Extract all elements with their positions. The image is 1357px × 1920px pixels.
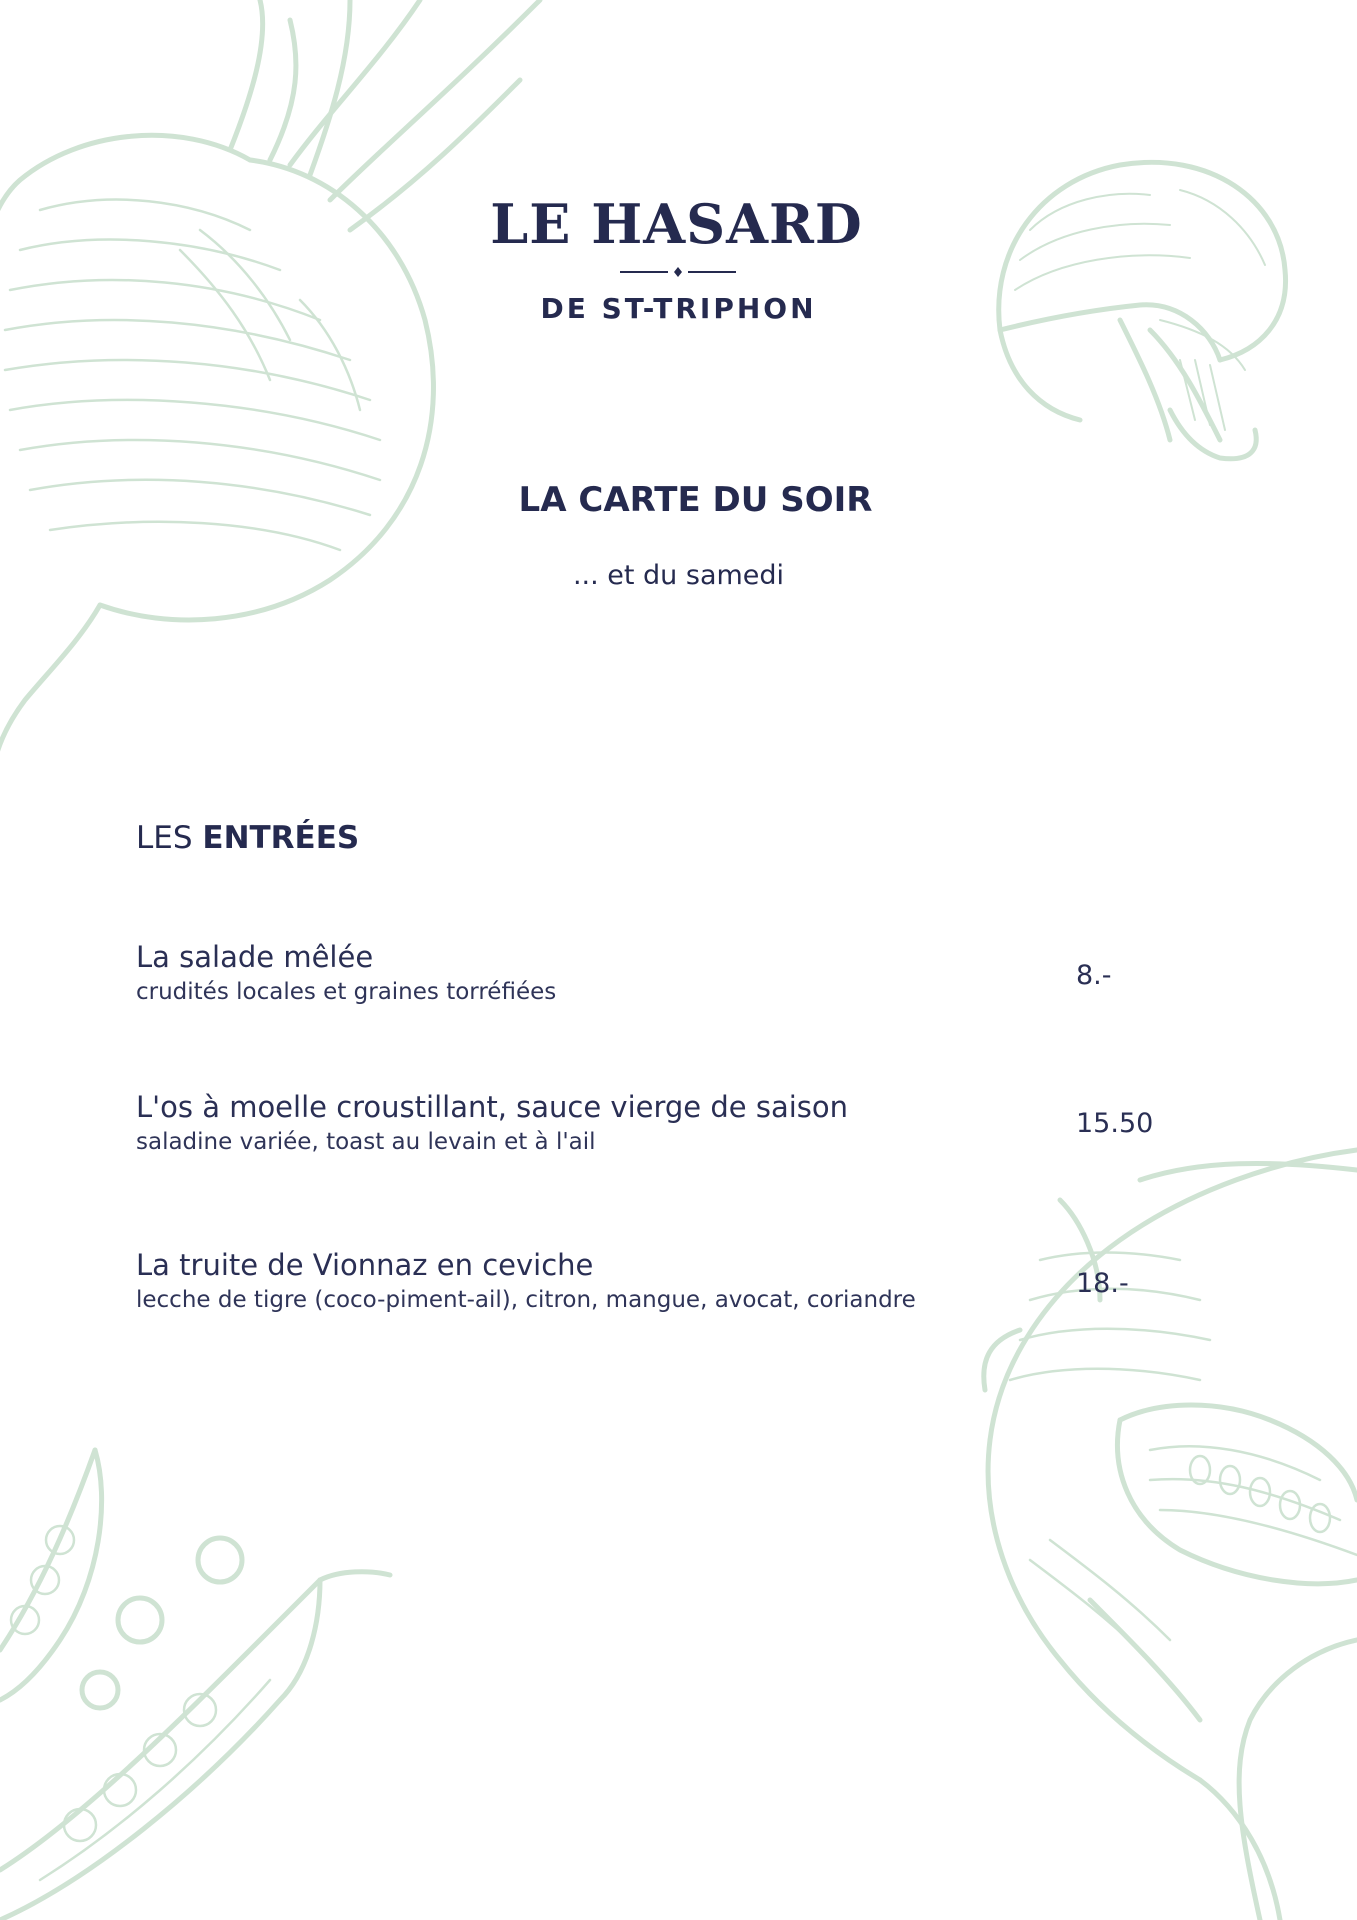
dish-name: L'os à moelle croustillant, sauce vierge de saison xyxy=(136,1090,849,1124)
pea-pod-illustration xyxy=(0,1450,390,1920)
section-title-prefix: LES xyxy=(136,820,193,856)
menu-subtitle: ... et du samedi xyxy=(572,560,785,591)
logo-divider xyxy=(618,266,738,278)
dish-price: 15.50 xyxy=(1076,1108,1154,1139)
menu-item xyxy=(136,1088,1216,1158)
dish-price: 18.- xyxy=(1076,1268,1129,1299)
section-title-name: ENTRÉES xyxy=(202,820,360,856)
dish-description: lecche de tigre (coco-piment-ail), citron, mangue, avocat, coriandre xyxy=(136,1287,916,1313)
dish-name: La truite de Vionnaz en ceviche xyxy=(136,1248,594,1282)
brand-name: LE HASARD xyxy=(490,192,863,256)
section-title xyxy=(136,820,359,856)
brand-location: DE ST-TRIPHON xyxy=(540,292,817,325)
pea-pod-shading xyxy=(11,1526,270,1880)
dish-description: crudités locales et graines torréfiées xyxy=(136,979,557,1005)
menu-item xyxy=(136,1246,1216,1316)
dish-price: 8.- xyxy=(1076,960,1112,991)
dish-name: La salade mêlée xyxy=(136,940,374,974)
dish-description: saladine variée, toast au levain et à l'ail xyxy=(136,1129,596,1155)
menu-item xyxy=(136,938,1216,1008)
beetroot-illustration xyxy=(0,0,540,760)
menu-title: LA CARTE DU SOIR xyxy=(518,480,873,520)
